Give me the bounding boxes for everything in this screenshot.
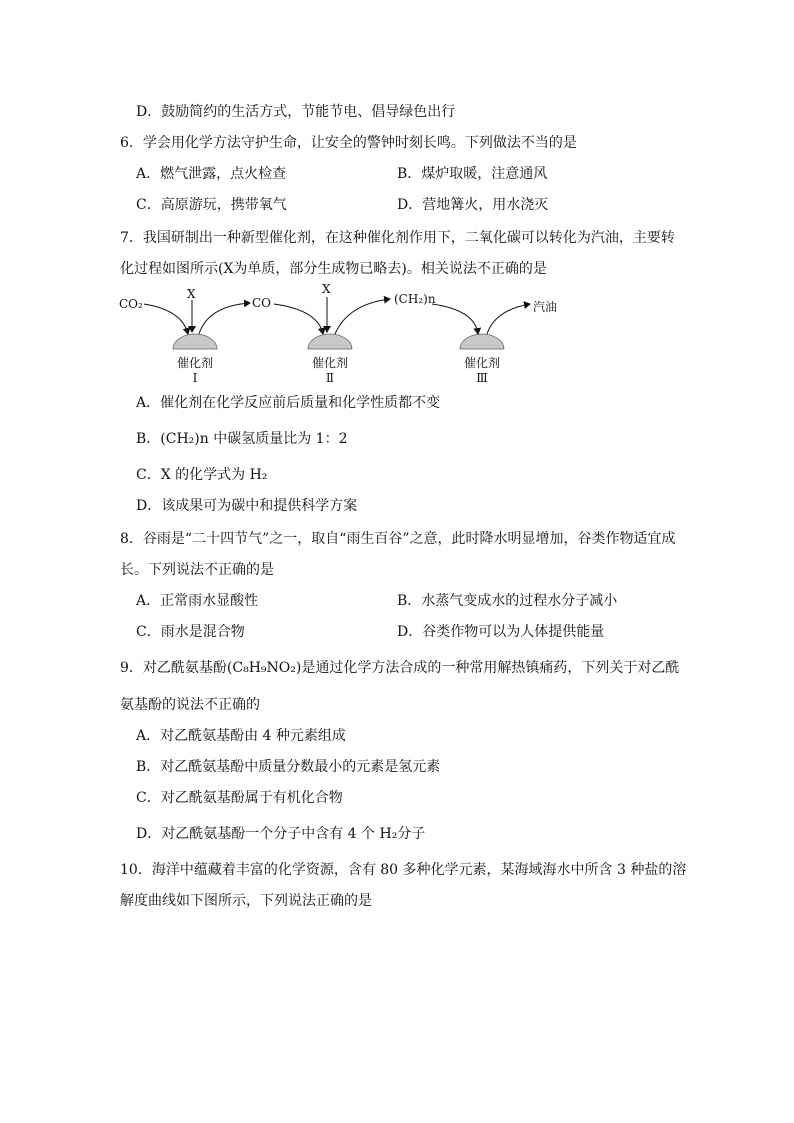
q6-option-c: C．高原游玩，携带氧气: [136, 197, 287, 213]
q6-option-a: A．燃气泄露，点火检查: [136, 166, 287, 182]
q8-option-d: D．谷类作物可以为人体提供能量: [397, 624, 605, 640]
q9-option-b: B．对乙酰氨基酚中质量分数最小的元素是氢元素: [136, 759, 441, 775]
catalyst-label-2: 催化剂: [311, 356, 348, 370]
q7-stem-line2: 化过程如图所示(X为单质，部分生成物已略去)。相关说法不正确的是: [120, 261, 547, 277]
q7-option-b: B．(CH₂)n 中碳氢质量比为 1：2: [136, 431, 348, 447]
catalyst-roman-2: Ⅱ: [325, 371, 335, 385]
q6-option-b: B．煤炉取暖，注意通风: [397, 166, 548, 182]
arrow-co2-in: [144, 304, 188, 334]
arrow-ch2n-in: [432, 304, 478, 334]
q9-option-c: C．对乙酰氨基酚属于有机化合物: [136, 790, 343, 806]
label-ch2n: (CH₂)n: [394, 292, 436, 306]
q7-stem-line1: 7．我国研制出一种新型催化剂，在这种催化剂作用下，二氧化碳可以转化为汽油，主要转: [120, 230, 675, 246]
catalyst-roman-1: Ⅰ: [192, 371, 198, 385]
q6-option-d: D．营地篝火，用水浇灭: [397, 197, 549, 213]
catalyst-dome-1: [173, 334, 217, 349]
q8-option-b: B．水蒸气变成水的过程水分子减小: [397, 593, 618, 609]
q8-option-c: C．雨水是混合物: [136, 624, 245, 640]
q5-option-d: D．鼓励简约的生活方式，节能节电、倡导绿色出行: [136, 104, 456, 120]
q10-stem-line1: 10．海洋中蕴藏着丰富的化学资源，含有 80 多种化学元素，某海域海水中所含 3 种盐的溶: [120, 862, 687, 878]
label-gasoline: 汽油: [533, 300, 558, 314]
arrow-co-in: [274, 304, 323, 334]
q9-stem-line2: 氨基酚的说法不正确的: [120, 697, 260, 713]
q6-stem: 6．学会用化学方法守护生命，让安全的警钟时刻长鸣。下列做法不当的是: [120, 135, 577, 151]
q7-option-a: A．催化剂在化学反应前后质量和化学性质都不变: [136, 395, 441, 411]
label-co2: CO₂: [119, 297, 143, 311]
q9-stem-line1: 9．对乙酰氨基酚(C₈H₉NO₂)是通过化学方法合成的一种常用解热镇痛药，下列关于对乙酰: [120, 660, 680, 676]
q9-option-d: D．对乙酰氨基酚一个分子中含有 4 个 H₂分子: [136, 826, 426, 842]
catalyst-diagram: [110, 282, 610, 392]
q10-stem-line2: 解度曲线如下图所示，下列说法正确的是: [120, 893, 372, 909]
label-x-1: X: [187, 287, 196, 301]
q7-option-c: C．X 的化学式为 H₂: [136, 467, 268, 483]
arrow-ch2n-out: [335, 299, 390, 334]
catalyst-roman-3: Ⅲ: [476, 371, 488, 385]
catalyst-dome-3: [460, 334, 504, 349]
label-x-2: X: [322, 282, 331, 296]
q7-option-d: D．该成果可为碳中和提供科学方案: [136, 498, 358, 514]
catalyst-label-1: 催化剂: [176, 356, 213, 370]
q9-option-a: A．对乙酰氨基酚由 4 种元素组成: [136, 728, 346, 744]
catalyst-label-3: 催化剂: [463, 356, 500, 370]
arrow-co-out: [199, 303, 250, 334]
catalyst-dome-2: [308, 334, 352, 349]
q8-stem-line1: 8．谷雨是“二十四节气”之一，取自“雨生百谷”之意，此时降水明显增加，谷类作物适宜成: [120, 531, 676, 547]
q8-stem-line2: 长。下列说法不正确的是: [120, 562, 274, 578]
label-co: CO: [252, 296, 272, 310]
q8-option-a: A．正常雨水显酸性: [136, 593, 259, 609]
arrow-gasoline-out: [487, 304, 530, 334]
